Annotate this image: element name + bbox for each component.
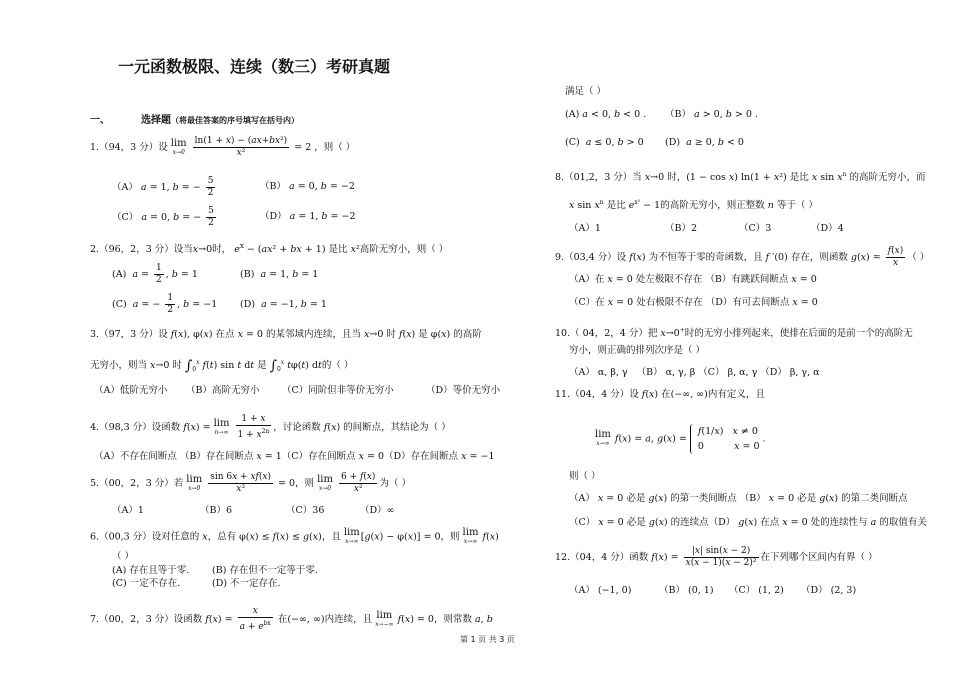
q8-line2: x $\sin x^n$ 是比 $e^{x^2} - 1$的高阶无穷小，则正整数 n 等于（ ） [569, 199, 818, 212]
question-10: 10.（ 04，2，4 分）把 x→0+时的无穷小排列起来，使排在后面的是前一个的高阶无 [555, 327, 913, 340]
q10-line2: 穷小，则正确的排列次序是（ ） [569, 345, 706, 356]
q11-conditions: lim x→∞ f(x) = a, g(x) = f(1/x) x ≠ 0 0 x = 0 . [595, 426, 766, 452]
q8-option-d: （D）4 [811, 223, 844, 234]
question-7: 7.（00，2，3 分）设函数 f(x) = $\frac{x}{a + e^{bx}}$ 在(−∞, ∞)内连续，且 lim x→−∞ f(x) = 0，则常数 a, b [90, 606, 493, 632]
q8-option-a: （A）1 [569, 223, 601, 234]
q2-option-a: (A) a = $\frac{1}{2}$ , b = 1 [112, 263, 198, 285]
q1-option-a: （A） a = 1, b = − $\frac{5}{2}$ [112, 176, 214, 198]
q6-option-a: (A) 存在且等于零. [112, 565, 190, 576]
q6-option-c: (C) 一定不存在. [112, 578, 181, 589]
question-9: 9.（03,4 分）设 f(x) 为不恒等于零的奇函数，且 f ′(0) 存在，则函数 g(x) = $\frac{f(x)}{x}$ （ ） [555, 246, 930, 268]
q7-option-c: (C) a ≤ 0, b > 0 [565, 137, 644, 148]
q5-option-a: （A）1 [112, 505, 144, 516]
q11-options-ab: （A） x = 0 必是 g(x) 的第一类间断点 （B） x = 0 必是 g(x) 的第二类间断点 [569, 493, 908, 504]
q1-limit: lim x→0 [170, 137, 187, 156]
q3-option-c: （C）同阶但非等价无穷小 [282, 385, 394, 396]
q12-option-c: （C） (1, 2) [729, 585, 784, 596]
question-1: 1.（94，3 分）设 lim x→0 $\frac{\text{ln(1 + x) − (ax+bx²)}}{\text{x²}}$ = 2 ，则（ ） [90, 136, 356, 158]
q5-option-d: （D）∞ [360, 505, 395, 516]
q12-option-a: （A） (−1, 0) [569, 585, 632, 596]
section-hint: （将最佳答案的序号填写在括号内） [170, 116, 299, 125]
q3-option-d: （D）等价无穷小 [426, 385, 501, 396]
q1-option-d: （D） a = 1, b = −2 [260, 211, 356, 222]
question-4: 4.（98,3 分）设函数 f(x) = lim n→∞ $\frac{1 + x}{1 + x^{2n}}$ ，讨论函数 f(x) 的间断点，其结论为（ ） [90, 414, 451, 440]
page-title: 一元函数极限、连续（数三）考研真题 [118, 57, 391, 76]
q3-option-b: （B）高阶无穷小 [186, 385, 260, 396]
section-name: 选择题 [140, 115, 171, 126]
page-footer: 第 1 页 共 3 页 [460, 635, 515, 644]
q2-option-c: (C) a = − $\frac{1}{2}$ , b = −1 [112, 293, 218, 315]
q12-option-b: （B） (0, 1) [659, 585, 714, 596]
question-12: 12.（04，4 分）函数 f(x) = $\frac{|x| \sin(x - 2)}{\text{x(x − 1)(x − 2)²}}$ 在下列哪个区间内有界（ ） [555, 546, 878, 568]
q7-option-b: （B） a > 0, b > 0 . [665, 109, 758, 120]
q9-options-cd: （C）在 x = 0 处右极限不存在 （D）有可去间断点 x = 0 [569, 297, 818, 308]
q11-options-cd: （C） x = 0 必是 g(x) 的连续点（D） g(x) 在点 x = 0 处的连续性与 a 的取值有关 [569, 517, 927, 528]
q7-option-a: (A) a < 0, b < 0 . [565, 109, 647, 120]
question-6: 6.（00,3 分）设对任意的 x，总有 φ(x) ≤ f(x) ≤ g(x)，且 lim x→∞ [g(x) − φ(x)] = 0，则 lim x→∞ f(x) [90, 527, 499, 545]
section-heading [90, 114, 299, 127]
q8-option-c: （C）3 [739, 223, 772, 234]
question-5: 5.（00，2，3 分）若 lim x→0 $\frac{\sin 6x + xf(x)}{\text{x³}}$ = 0，则 lim x→0 $\frac{6 + f(x)}{\text{x²}}$ 为（ ） [90, 472, 411, 494]
section-number: 一、 [90, 115, 110, 126]
q6-blank: （ ） [112, 551, 135, 562]
q10-options: （A） α, β, γ （B） α, γ, β （C） β, α, γ （D） β, γ, α [569, 367, 820, 378]
question-2: 2.（96，2，3 分）设当x→0时， $e^x - (ax^2$ + bx + 1) 是比 x²高阶无穷小，则（ ） [90, 242, 449, 256]
q7-option-d: (D) a ≥ 0, b < 0 [665, 137, 744, 148]
q9-options-ab: （A）在 x = 0 处左极限不存在 （B）有跳跃间断点 x = 0 [569, 274, 817, 285]
q6-option-d: (D) 不一定存在. [212, 578, 281, 589]
q3-line2: 无穷小，则当 x→0 时 $\int_0^x$ f(t) sin t dt 是 $\int_0^x$ tφ(t) dt的（ ） [90, 358, 354, 375]
q3-option-a: （A）低阶无穷小 [94, 385, 168, 396]
q2-option-d: (D) a = −1, b = 1 [240, 299, 327, 310]
q8-option-b: （B）2 [665, 223, 698, 234]
q1-fraction: $\frac{\text{ln(1 + x) − (ax+bx²)}}{\text{x²}}$ [194, 136, 288, 158]
q12-option-d: （D） (2, 3) [801, 585, 857, 596]
q7-continuation: 满足（ ） [565, 86, 607, 97]
q1-tail: ，则（ ） [314, 142, 356, 153]
q1-option-b: （B） a = 0, b = −2 [260, 181, 355, 192]
question-11: 11.（04，4 分）设 f(x) 在(−∞, ∞)内有定义，且 [555, 389, 765, 400]
q4-options: （A）不存在间断点 （B）存在间断点 x = 1（C）存在间断点 x = 0（D）存在间断点 x = −1 [94, 451, 495, 462]
q1-option-c: （C） a = 0, b = − $\frac{5}{2}$ [112, 206, 214, 228]
q5-option-b: （B）6 [200, 505, 233, 516]
question-3: 3.（97，3 分）设 f(x), φ(x) 在点 x = 0 的某邻域内连续，且当 x→0 时 f(x) 是 φ(x) 的高阶 [90, 329, 482, 340]
q5-option-c: （C）36 [286, 505, 325, 516]
q2-option-b: (B) a = 1, b = 1 [240, 269, 319, 280]
question-8: 8.（01,2，3 分）当 x→0 时，(1 − cos x) ln(1 + x²) 是比 x $\sin x^n$ 的高阶无穷小，而 [555, 171, 926, 184]
q11-line2: 则（ ） [569, 471, 601, 482]
q6-option-b: (B) 存在但不一定等于零. [212, 565, 318, 576]
q1-head: 1.（94，3 分）设 [90, 142, 168, 153]
